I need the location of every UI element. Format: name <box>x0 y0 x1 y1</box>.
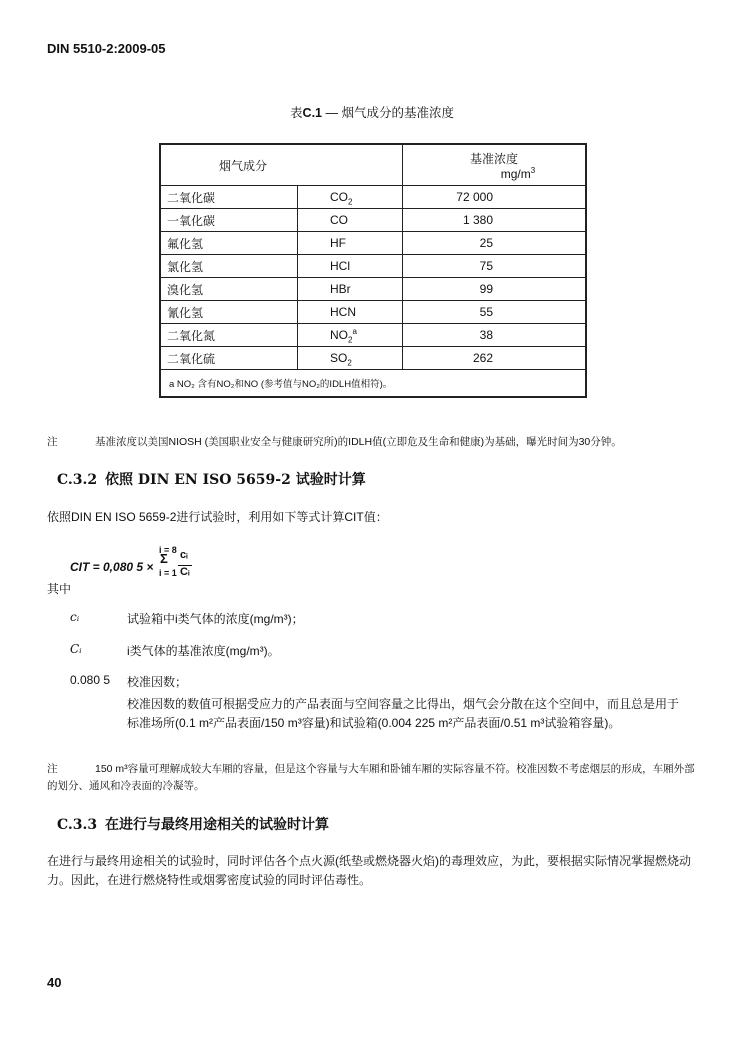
concentration-value-cell: 99 <box>403 278 587 301</box>
formula-cell: HBr <box>298 278 403 301</box>
col-header-concentration: 基准浓度 $mg/m^3$ <box>403 144 587 186</box>
def-text-factor: 校准因数； <box>127 675 188 689</box>
table-caption: 表C.1 — 烟气成分的基准浓度 <box>290 106 454 120</box>
table-footnote: a NO₂ 含有NO₂和NO (参考值与NO₂的IDLH值相符)。 <box>160 370 586 398</box>
def-symbol-ci-upper: Cᵢ <box>70 642 82 656</box>
intro-paragraph: 依照DIN EN ISO 5659-2进行试验时，利用如下等式计算CIT值： <box>47 510 388 524</box>
final-paragraph: 在进行与最终用途相关的试验时，同时评估各个点火源(纸垫或燃烧器火焰)的毒理效应，为此，要根据实际情况掌握燃烧动力。因此，在进行燃烧特性或烟雾密度试验的同时评估毒性。 <box>47 854 691 887</box>
gas-name-cell: 氯化氢 <box>160 255 298 278</box>
gas-name-cell: 二氧化硫 <box>160 347 298 370</box>
def-text-ci-lower: 试验箱中i类气体的浓度(mg/m³)； <box>127 612 304 626</box>
table-row <box>160 324 586 347</box>
fraction-denominator: Cᵢ <box>180 566 190 578</box>
gas-name-cell: 二氧化氮 <box>160 324 298 347</box>
sigma-symbol: Σ <box>160 551 168 566</box>
concentration-value-cell: 1 380 <box>403 209 587 232</box>
sum-lower-limit: i = 1 <box>159 568 177 578</box>
table-row <box>160 278 586 301</box>
def-symbol-factor: 0.080 5 <box>70 673 111 687</box>
gas-name-cell: 一氧化碳 <box>160 209 298 232</box>
gas-name-cell: 氟化氢 <box>160 232 298 255</box>
table-row <box>160 209 586 232</box>
formula-cell: HF <box>298 232 403 255</box>
def-text-ci-upper: i类气体的基准浓度(mg/m³)。 <box>127 644 280 658</box>
concentration-value-cell: 262 <box>403 347 587 370</box>
where-label: 其中 <box>47 582 72 596</box>
concentration-value-cell: 75 <box>403 255 587 278</box>
formula-cell: HCN <box>298 301 403 324</box>
page-number: 40 <box>47 975 62 990</box>
concentration-value-cell: 38 <box>403 324 587 347</box>
formula-cell: $NO_2^a$ <box>298 324 403 347</box>
formula-cell: $SO_2$ <box>298 347 403 370</box>
note-1: 注 基准浓度以美国NIOSH (美国职业安全与健康研究所)的IDLH值(立即危及生命和健康)为基础，曝光时间为30分钟。 <box>47 436 622 448</box>
section-heading-c33: C.3.3 在进行与最终用途相关的试验时计算 <box>57 817 329 833</box>
section-heading-c32: C.3.2 依照 DIN EN ISO 5659-2 试验时计算 <box>57 472 366 488</box>
fraction-numerator: cᵢ <box>180 549 188 561</box>
table-row <box>160 255 586 278</box>
calibration-paragraph: 校准因数的数值可根据受应力的产品表面与空间容量之比得出，烟气会分散在这个空间中，而且总是用于标准场所(0.1 m²产品表面/150 m³容量)和试验箱(0.004 225 m²产品表面/0.51 m³试验箱容量)。 <box>127 697 680 730</box>
table-row <box>160 347 586 370</box>
def-symbol-ci-lower: cᵢ <box>70 610 80 624</box>
gas-name-cell: 二氧化碳 <box>160 186 298 209</box>
formula-cell: HCl <box>298 255 403 278</box>
formula-cell: CO <box>298 209 403 232</box>
formula-cell: $CO_2$ <box>298 186 403 209</box>
note-2: 注 150 m³容量可理解成较大车厢的容量，但是这个容量与大车厢和卧铺车厢的实际容量不符。校准因数不考虑烟层的形成，车厢外部的划分、通风和冷表面的冷凝等。 <box>47 763 695 792</box>
gas-name-cell: 氰化氢 <box>160 301 298 324</box>
concentration-value-cell: 55 <box>403 301 587 324</box>
document-header: DIN 5510-2:2009-05 <box>47 41 166 56</box>
gas-name-cell: 溴化氢 <box>160 278 298 301</box>
table-row <box>160 301 586 324</box>
table-row <box>160 186 586 209</box>
sum-upper-limit: i = 8 <box>159 545 177 555</box>
concentration-value-cell: 25 <box>403 232 587 255</box>
concentration-value-cell: 72 000 <box>403 186 587 209</box>
gas-concentration-table <box>159 143 587 398</box>
table-row <box>160 232 586 255</box>
col-header-component: 烟气成分 <box>160 144 403 186</box>
